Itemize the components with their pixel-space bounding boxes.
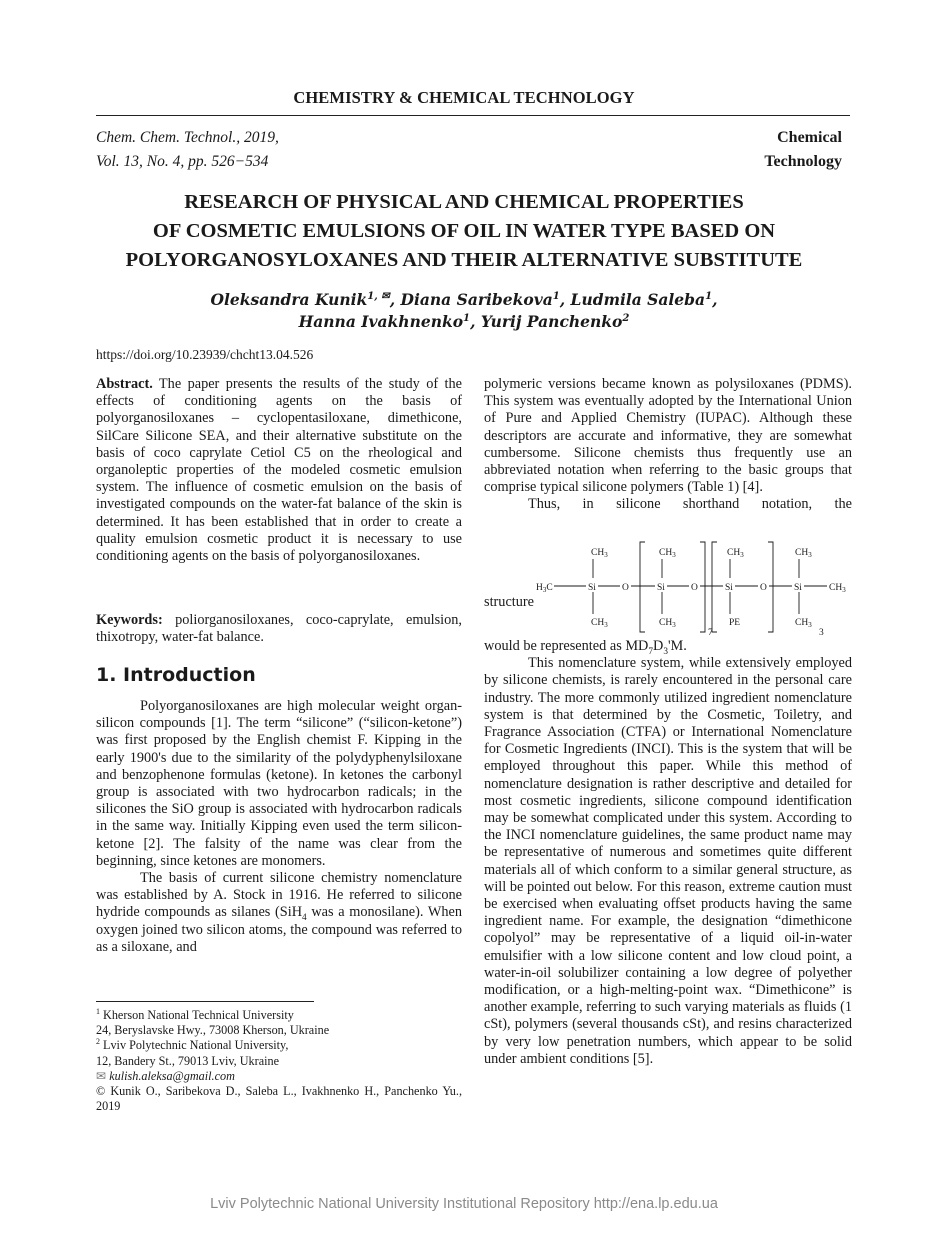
polyether-group-label: PE xyxy=(729,618,741,628)
footnote-address-1: 24, Beryslavske Hwy., 73008 Kherson, Ukraine xyxy=(96,1023,330,1038)
repository-footer: Lviv Polytechnic National University Institutional Repository http://ena.lp.edu.ua xyxy=(210,1196,718,1212)
paragraph-text: The basis of current silicone chemistry nomenclature was established by A. Stock in 1916. He referred to silicone hydride compounds as silanes (SiH xyxy=(96,870,462,921)
right-column-bottom xyxy=(484,638,852,1068)
keywords xyxy=(96,612,462,646)
methyl-label: $CH_3$ xyxy=(795,618,812,629)
citation-line-1: Chem. Chem. Technol., 2019, xyxy=(96,129,279,146)
footnote-text: Kherson National Technical University xyxy=(99,1008,294,1022)
email-address: kulish.aleksa@gmail.com xyxy=(106,1068,235,1083)
journal-section xyxy=(764,126,842,174)
keywords-text: poliorganosiloxanes, coco-caprylate, emulsion, thixotropy, water-fat balance. xyxy=(96,612,462,646)
author-name: Oleksandra Kunik xyxy=(210,290,368,309)
paragraph: This nomenclature system, while extensively employed by silicone chemists, is rarely encountered in the personal care industry. The more commonly utilized ingredient nomenclature system is that determined by the Cosmetic, Toiletry, and Fragrance Association (CTFA) or International Nomenclature for Cosmetic Ingredients (INCI). This is the system that will be employed throughout this paper. While this method of nomenclature designation is rather descriptive and detailed for most cosmetic ingredients, silicone compound identification may be somewhat complicated under this system. According to the INCI nomenclature guidelines, the same product name may be representative of numerous and sometimes quite different materials all of which conform to a similar general structure, as will be pointed out below. For this reason, extreme caution must be exercised when evaluating offset products having the same ingredient name. For example, the designation “dimethicone copolyol” may be representative of a liquid oil-in-water emulsifier with a low silicone content and low cloud point, a water-in-oil solubilizer containing a low degree of polyether modification, or a high-melting-point wax. “Dimethicone” is another example, referring to such varying materials as fluids (1 cSt), polymers (several thousands cSt), and resins characterized by very low penetration numbers, which appear to be solid under ambient conditions [5]. xyxy=(484,655,852,1067)
keywords-block xyxy=(96,612,462,646)
footnote-text: Lviv Polytechnic National University, xyxy=(99,1038,289,1053)
methyl-label: $CH_3$ xyxy=(591,618,608,629)
subscript: 3 xyxy=(663,646,668,657)
paragraph: Thus, in silicone shorthand notation, the xyxy=(528,496,852,513)
journal-name: CHEMISTRY & CHEMICAL TECHNOLOGY xyxy=(293,88,635,107)
footnote-mark: 2 xyxy=(96,1037,100,1047)
structure-label: structure xyxy=(484,594,535,610)
repeat-bracket xyxy=(712,542,717,632)
section-heading-introduction: 1. Introduction xyxy=(96,664,256,686)
paragraph-text: D xyxy=(653,638,664,654)
abstract-text: The paper presents the results of the study of the effects of conditioning agents on the basis of polyorganosiloxanes – cyclopentasiloxane, dimethicone, SilCare Silicone SEA, and their alternative substitute on the basis of coco caprylate Cetiol C5 on the rheological and organoleptic properties of the modeled cosmetic emulsion system. The influence of cosmetic emulsion on the basis of investigated compounds on the water-fat balance of the skin is determined. It has been established that in order to create a quality emulsion cosmetic product it is necessary to use conditioning agents on the basis of polyorganosiloxanes. xyxy=(96,376,462,565)
silicon-atom: Si xyxy=(725,583,733,593)
header-rule xyxy=(96,115,850,116)
repeat-count: 7 xyxy=(708,628,713,638)
paragraph-text: would be represented as MD xyxy=(484,638,649,654)
oxygen-atom: O xyxy=(622,583,629,593)
methyl-label: $CH_3$ xyxy=(659,548,676,559)
citation-line-2: Vol. 13, No. 4, pp. 526−534 xyxy=(96,153,269,170)
title-line-1: RESEARCH OF PHYSICAL AND CHEMICAL PROPERTIES xyxy=(184,191,744,213)
methyl-label: $CH_3$ xyxy=(591,548,608,559)
paragraph: Polyorganosiloxanes are high molecular weight organ-silicon compounds [1]. The term “silicone” (“silicon-ketone”) was first proposed by the English chemist F. Kipping in the early 1900's due to the similarity of the polydyphenylsiloxane and benzophenone formulas (ketone). In ketones the carbonyl group is associated with two hydrocarbon radicals; in the silicones the SiO group is associated with hydrocarbon radicals in the same way. Initially Kipping even used the term silicon-ketone [2]. The falsity of the name was clear from the beginning, since ketones are monomers. xyxy=(96,698,462,869)
footnote-rule xyxy=(96,1001,314,1002)
subscript: 4 xyxy=(302,913,307,924)
methyl-label: $CH_3$ xyxy=(795,548,812,559)
footnote-copyright: © Kunik O., Saribekova D., Saleba L., Ivakhnenko H., Panchenko Yu., 2019 xyxy=(96,1084,462,1114)
footnote-email[interactable] xyxy=(96,1069,462,1084)
paragraph-text: was a monosilane). When oxygen joined two silicon atoms, the compound was referred to as a siloxane, and xyxy=(96,904,462,955)
siloxane-structure-diagram xyxy=(536,540,856,640)
repeat-bracket xyxy=(768,542,773,632)
affiliation-mark: 1, ✉ xyxy=(367,290,390,302)
right-column-top xyxy=(484,376,852,514)
footnote-affiliation-1 xyxy=(96,1008,462,1023)
keywords-label: Keywords: xyxy=(96,612,163,628)
envelope-icon: ✉ xyxy=(96,1068,107,1083)
paragraph: polymeric versions became known as polysiloxanes (PDMS). This system was eventually adopted by the International Union of Pure and Applied Chemistry (IUPAC). Although these descriptors are accurate and informative, they are somewhat cumbersome. Silicone chemists thus frequently use an abbreviated notation when referring to the basic groups that comprise typical silicone polymers (Table 1) [4]. xyxy=(484,376,852,496)
introduction-text xyxy=(96,698,462,956)
author-list xyxy=(100,289,828,333)
repeat-bracket xyxy=(640,542,645,632)
footnote-affiliation-2 xyxy=(96,1038,462,1053)
author-name: , Ludmila Saleba xyxy=(559,290,706,309)
methyl-label: $CH_3$ xyxy=(829,583,846,594)
silicon-atom: Si xyxy=(588,583,596,593)
affiliation-mark: 1 xyxy=(463,312,471,324)
methyl-label: $CH_3$ xyxy=(727,548,744,559)
footnote-address-2: 12, Bandery St., 79013 Lviv, Ukraine xyxy=(96,1053,280,1068)
authors-line-1 xyxy=(100,289,828,311)
oxygen-atom: O xyxy=(760,583,767,593)
paragraph xyxy=(96,870,462,956)
doi-link[interactable]: https://doi.org/10.23939/chcht13.04.526 xyxy=(96,347,314,362)
oxygen-atom: O xyxy=(691,583,698,593)
affiliation-mark: 2 xyxy=(622,312,630,324)
title-line-2: OF COSMETIC EMULSIONS OF OIL IN WATER TYPE BASED ON xyxy=(152,220,776,242)
methyl-label: $H_3C$ xyxy=(536,583,553,594)
repeat-count: 3 xyxy=(819,628,824,638)
citation xyxy=(96,126,279,174)
subscript: 7 xyxy=(648,646,654,657)
affiliation-mark: 1 xyxy=(705,290,713,302)
footnotes xyxy=(96,1008,462,1114)
author-name: , Yurij Panchenko xyxy=(470,312,623,331)
section-line-2: Technology xyxy=(764,153,842,170)
repeat-bracket xyxy=(700,542,705,632)
silicon-atom: Si xyxy=(794,583,802,593)
methyl-label: $CH_3$ xyxy=(659,618,676,629)
paper-title xyxy=(60,188,868,275)
author-name: Hanna Ivakhnenko xyxy=(298,312,464,331)
silicon-atom: Si xyxy=(657,583,665,593)
author-separator: , xyxy=(712,290,718,309)
authors-line-2 xyxy=(100,311,828,333)
affiliation-mark: 1 xyxy=(552,290,560,302)
title-line-3: POLYORGANOSYLOXANES AND THEIR ALTERNATIVE SUBSTITUTE xyxy=(125,249,803,271)
abstract-label: Abstract. xyxy=(96,376,153,392)
abstract xyxy=(96,376,462,565)
paragraph-text: 'M. xyxy=(667,638,687,654)
author-name: , Diana Saribekova xyxy=(389,290,553,309)
footnote-mark: 1 xyxy=(96,1006,100,1016)
section-line-1: Chemical xyxy=(777,129,842,146)
paragraph xyxy=(484,638,852,655)
abstract-block xyxy=(96,376,462,565)
